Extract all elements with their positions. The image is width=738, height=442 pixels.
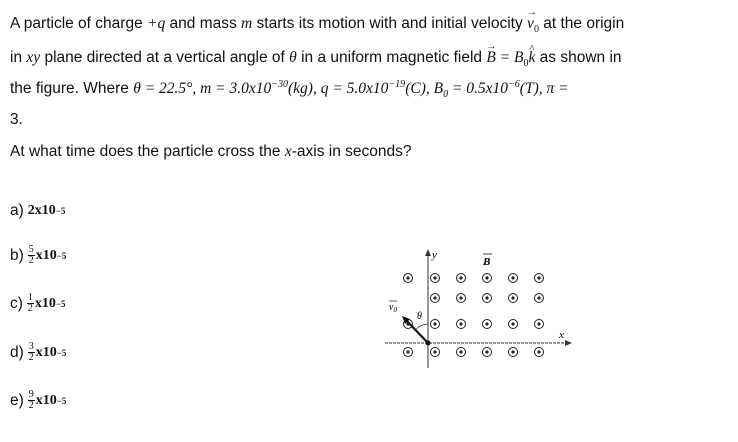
fraction: $\frac{3}{2}$ bbox=[28, 341, 34, 363]
question-prompt: At what time does the particle cross the x-axis in seconds? bbox=[10, 143, 412, 160]
option-a[interactable]: a) 2x10 −5 bbox=[10, 202, 66, 219]
y-axis-arrowhead bbox=[425, 249, 431, 256]
field-dot-center bbox=[511, 276, 514, 279]
field-dot-center bbox=[511, 322, 514, 325]
option-e[interactable]: e) $\frac{9}{2}$ x10 −5 bbox=[10, 389, 67, 411]
field-dot-center bbox=[485, 276, 488, 279]
field-dot-center bbox=[485, 322, 488, 325]
velocity-vector bbox=[404, 318, 428, 343]
field-dot-center bbox=[511, 296, 514, 299]
field-dot-center bbox=[406, 350, 409, 353]
field-dot-center bbox=[485, 296, 488, 299]
field-dot-center bbox=[433, 296, 436, 299]
field-dot-center bbox=[485, 350, 488, 353]
option-d[interactable]: d) $\frac{3}{2}$ x10 −5 bbox=[10, 341, 67, 363]
field-dots bbox=[404, 274, 544, 357]
field-dot-center bbox=[459, 276, 462, 279]
fraction: $\frac{1}{2}$ bbox=[27, 292, 33, 314]
theta-arc bbox=[415, 324, 428, 330]
fraction: $\frac{5}{2}$ bbox=[28, 244, 34, 266]
field-dot-center bbox=[406, 276, 409, 279]
theta-label: θ bbox=[417, 311, 422, 322]
x-axis-arrowhead bbox=[565, 340, 572, 346]
question-line-1: A particle of charge +q and mass m starts its motion with and initial velocity → $v_0$ at the origin bbox=[10, 14, 624, 40]
question-line-2: in xy plane directed at a vertical angle of θ in a uniform magnetic field → $B = B_0\^{}$ k as shown in bbox=[10, 48, 622, 74]
question-line-3: the figure. Where θ = 22.5°, $m = 3.0x10^{-30}(kg)$, $q = 5.0x10^{-19}(C)$, $B_0 = 0.5x10^{-6}(T)$, π = bbox=[10, 79, 569, 101]
origin-point bbox=[426, 341, 431, 346]
field-dot-center bbox=[459, 350, 462, 353]
field-dot-center bbox=[537, 322, 540, 325]
field-dot-center bbox=[537, 296, 540, 299]
field-dot-center bbox=[459, 296, 462, 299]
question-line-4: 3. bbox=[10, 111, 23, 128]
b-field-label: B bbox=[483, 256, 491, 268]
option-b[interactable]: b) $\frac{5}{2}$ x10 −5 bbox=[10, 244, 67, 266]
magnetic-field-figure bbox=[382, 240, 582, 370]
field-dot-center bbox=[537, 276, 540, 279]
field-dot-center bbox=[433, 350, 436, 353]
fraction: $\frac{9}{2}$ bbox=[28, 389, 34, 411]
field-dot-center bbox=[459, 322, 462, 325]
velocity-label: $v_0$ bbox=[389, 302, 397, 314]
x-axis-label: x bbox=[559, 329, 564, 341]
field-dot-center bbox=[433, 276, 436, 279]
field-dot-center bbox=[433, 322, 436, 325]
field-dot-center bbox=[511, 350, 514, 353]
option-c[interactable]: c) $\frac{1}{2}$ x10 −5 bbox=[10, 292, 66, 314]
field-dot-center bbox=[537, 350, 540, 353]
y-axis-label: y bbox=[432, 249, 437, 261]
